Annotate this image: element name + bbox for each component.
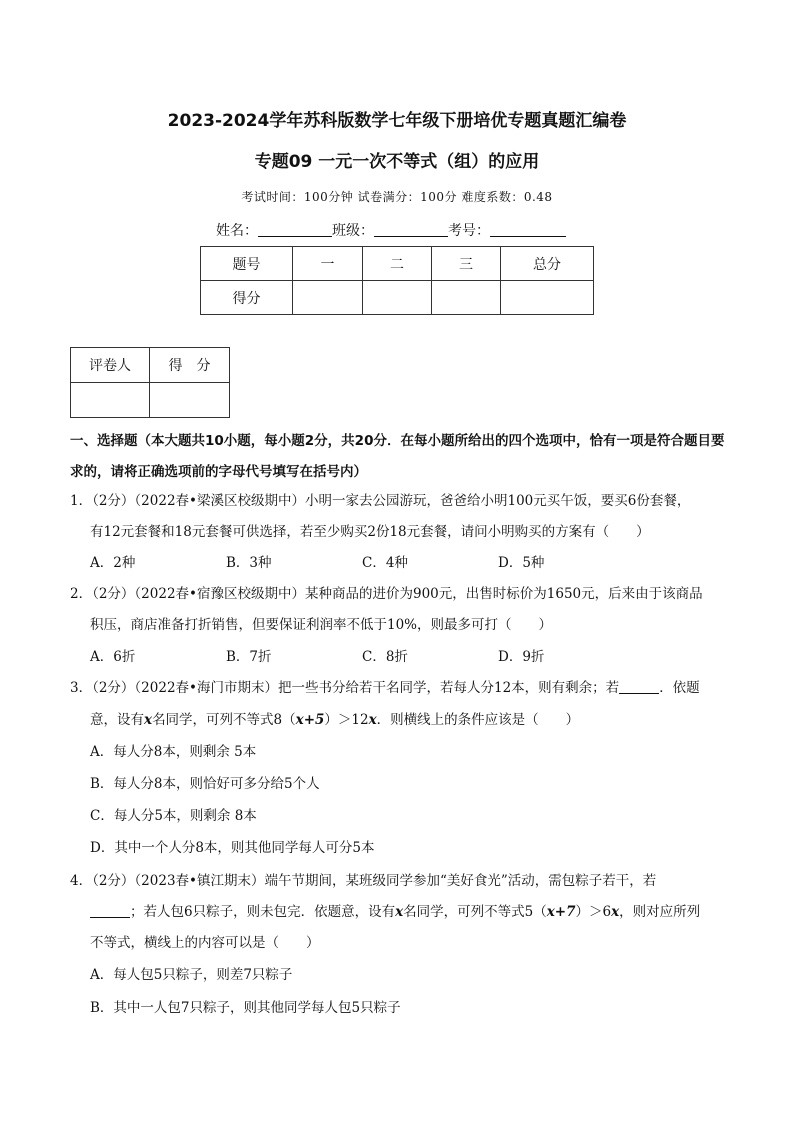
variable-x: x	[395, 904, 404, 920]
class-label: 班级：	[332, 223, 374, 239]
question-4-line-3: 不等式，横线上的内容可以是（ ）	[90, 935, 320, 951]
exam-meta: 考试时间：100分钟 试卷满分：100分 难度系数：0.48	[241, 190, 553, 204]
score-cell[interactable]	[363, 281, 432, 315]
question-3-text-d: 名同学，可列不等式8（	[152, 712, 296, 728]
grader-cell[interactable]	[71, 383, 150, 418]
option-b[interactable]: B．每人分8本，则恰好可多分给5个人	[90, 776, 320, 792]
option-b[interactable]: B．7折	[226, 649, 272, 665]
score-header-cell: 总分	[501, 247, 594, 281]
question-3-text-f: ．则横线上的条件应该是（ ）	[376, 712, 580, 728]
grader-table	[70, 347, 230, 418]
option-b[interactable]: B．其中一人包7只粽子，则其他同学每人包5只粽子	[90, 1000, 401, 1016]
option-c[interactable]: C．8折	[362, 649, 408, 665]
question-3-text-e: ）＞12	[324, 712, 369, 728]
question-3-line-2	[70, 705, 750, 736]
question-1-line-2: 有12元套餐和18元套餐可供选择，若至少购买2份18元套餐，请问小明购买的方案有（ ）	[90, 524, 650, 540]
grader-header-row	[71, 348, 230, 383]
option-a[interactable]: A．每人包5只粽子，则差7只粽子	[90, 967, 293, 983]
score-table-header-row	[201, 247, 594, 281]
expression: x+5	[295, 712, 325, 728]
score-table-row	[201, 281, 594, 315]
question-3-line-1	[70, 673, 730, 704]
score-cell[interactable]	[501, 281, 594, 315]
question-4-line-2	[70, 897, 750, 928]
score-row-label: 得分	[201, 281, 293, 315]
option-a[interactable]: A．2种	[90, 555, 136, 571]
question-3-text-a: 3．（2分）（2022春•海门市期末）把一些书分给若干名同学，若每人分12本，则有剩余；若	[70, 680, 620, 696]
grader-header-cell: 评卷人	[71, 348, 150, 383]
question-3-text-c: 意，设有	[90, 712, 144, 728]
question-1-options	[90, 548, 634, 579]
grader-header-cell: 得 分	[150, 348, 230, 383]
question-2-line-1: 2．（2分）（2022春•宿豫区校级期中）某种商品的进价为900元，出售时标价为1650元，后来由于该商品	[70, 586, 703, 602]
question-4-line-1: 4．（2分）（2023春•镇江期末）端午节期间，某班级同学参加“美好食光”活动，需包粽子若干，若	[70, 873, 657, 889]
question-4-blank[interactable]	[90, 903, 130, 918]
question-4-text-d: ，则对应所列	[619, 904, 701, 920]
question-2-options	[90, 642, 634, 673]
variable-x: x	[368, 712, 377, 728]
option-c[interactable]: C．每人分5本，则剩余 8本	[90, 808, 257, 824]
score-cell[interactable]	[432, 281, 501, 315]
variable-x: x	[611, 904, 620, 920]
score-table	[200, 246, 594, 315]
score-header-cell: 题号	[201, 247, 293, 281]
option-d[interactable]: D．5种	[498, 555, 545, 571]
grader-row	[71, 383, 230, 418]
score-header-cell: 二	[363, 247, 432, 281]
option-c[interactable]: C．4种	[362, 555, 408, 571]
option-b[interactable]: B．3种	[226, 555, 272, 571]
question-4-text-c: ）＞6	[575, 904, 612, 920]
option-a[interactable]: A．6折	[90, 649, 136, 665]
question-1-line-1: 1．（2分）（2022春•梁溪区校级期中）小明一家去公园游玩，爸爸给小明100元买午饭，要买6份套餐，	[70, 493, 691, 509]
score-cell[interactable]	[293, 281, 363, 315]
section-1-heading: 一、选择题（本大题共10小题，每小题2分，共20分．在每小题所给出的四个选项中，恰有一项是符合题目要求的，请将正确选项前的字母代号填写在括号内）	[70, 433, 725, 480]
option-d[interactable]: D．9折	[498, 649, 545, 665]
class-field[interactable]	[374, 222, 448, 237]
question-2-line-2: 积压，商店准备打折销售，但要保证利润率不低于10%，则最多可打（ ）	[90, 617, 553, 633]
option-d[interactable]: D．其中一个人分8本，则其他同学每人可分5本	[90, 840, 375, 856]
student-info	[216, 220, 566, 240]
exam-no-label: 考号：	[448, 223, 490, 239]
question-4-text-b: 名同学，可列不等式5（	[403, 904, 547, 920]
score-header-cell: 三	[432, 247, 501, 281]
option-a[interactable]: A．每人分8本，则剩余 5本	[90, 744, 257, 760]
expression: x+7	[546, 904, 576, 920]
variable-x: x	[144, 712, 153, 728]
question-4-text-a: ；若人包6只粽子，则未包完．依题意，设有	[130, 904, 396, 920]
exam-subtitle: 专题09 一元一次不等式（组）的应用	[254, 152, 540, 172]
question-3-text-b: ．依题	[659, 680, 700, 696]
name-label: 姓名：	[216, 223, 258, 239]
exam-title: 2023-2024学年苏科版数学七年级下册培优专题真题汇编卷	[167, 111, 627, 131]
question-3-blank[interactable]	[619, 679, 659, 694]
grader-cell[interactable]	[150, 383, 230, 418]
exam-no-field[interactable]	[490, 222, 566, 237]
score-header-cell: 一	[293, 247, 363, 281]
name-field[interactable]	[258, 222, 332, 237]
